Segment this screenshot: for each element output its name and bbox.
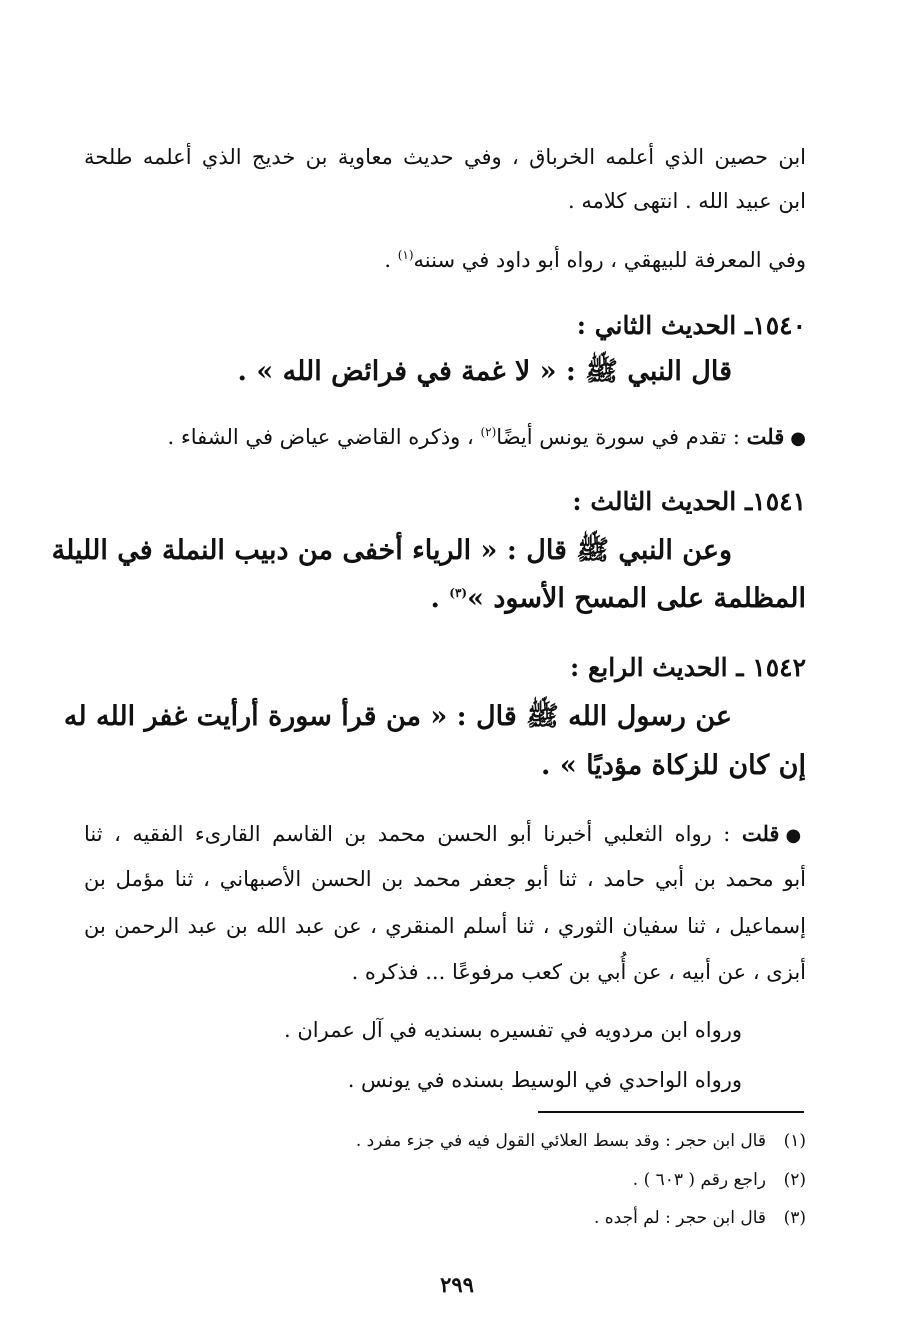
footnote — [356, 1133, 806, 1150]
hadith-text-part: . — [430, 583, 450, 614]
footnote-ref: (٣) — [449, 586, 468, 600]
body-line: أبزى ، عن أبيه ، عن أُبي بن كعب مرفوعًا ... فذكره . — [351, 960, 806, 984]
body-text: وفي المعرفة للبيهقي ، رواه أبو داود في سننه — [413, 248, 806, 272]
body-text: ، وذكره القاضي عياض في الشفاء . — [167, 425, 481, 449]
body-text: : تقدم في سورة يونس أيضًا — [496, 425, 747, 449]
footnote-separator — [538, 1111, 804, 1113]
body-line: إسماعيل ، ثنا سفيان الثوري ، ثنا أسلم المنقري ، عن عبد الله بن عبد الرحمن بن — [84, 914, 806, 938]
footnote-ref: (٢) — [480, 425, 497, 439]
footnote — [633, 1172, 806, 1189]
bullet-icon: ● — [790, 428, 806, 449]
bullet-icon: ● — [785, 825, 806, 846]
footnote-text: قال ابن حجر : لم أجده . — [593, 1208, 766, 1228]
footnote-ref: (١) — [397, 248, 414, 262]
body-line: ورواه ابن مردويه في تفسيره بسنديه في آل عمران . — [284, 1018, 742, 1042]
hadith-text-part: المظلمة على المسح الأسود » — [467, 583, 806, 614]
footnote-number: (١) — [783, 1131, 806, 1151]
hadith-heading: ١٥٤٠ـ الحديث الثاني : — [576, 311, 806, 340]
body-line: أبو محمد بن أبي حامد ، ثنا أبو جعفر محمد بن الحسن الأصبهاني ، ثنا مؤمل بن — [84, 867, 806, 891]
footnote-text: راجع رقم ( ٦٠٣ ) . — [632, 1170, 766, 1190]
footnote-number: (٢) — [783, 1170, 806, 1190]
commentary-label: قلت — [746, 424, 785, 449]
body-line — [384, 249, 806, 271]
body-line: ابن عبيد الله . انتهى كلامه . — [568, 189, 806, 213]
footnote — [594, 1210, 806, 1227]
footnote-text: قال ابن حجر : وقد بسط العلائي القول فيه في جزء مفرد . — [355, 1131, 766, 1151]
commentary-line — [168, 426, 806, 448]
hadith-heading: ١٥٤٢ ـ الحديث الرابع : — [570, 653, 806, 682]
body-text: : رواه الثعلبي أخبرنا أبو الحسن محمد بن القاسم القارىء الفقيه ، ثنا — [84, 822, 742, 846]
body-line: ابن حصين الذي أعلمه الخرباق ، وفي حديث معاوية بن خديج الذي أعلمه طلحة — [84, 145, 806, 169]
hadith-text: قال النبي ﷺ : « لا غمة في فرائض الله » . — [237, 356, 732, 387]
hadith-text: وعن النبي ﷺ قال : « الرياء أخفى من دبيب النملة في الليلة — [51, 535, 732, 566]
footnote-number: (٣) — [783, 1208, 806, 1228]
hadith-heading: ١٥٤١ـ الحديث الثالث : — [572, 487, 806, 516]
commentary-line — [84, 823, 806, 845]
commentary-label: قلت — [741, 821, 780, 846]
hadith-text: إن كان للزكاة مؤديًا » . — [541, 750, 806, 781]
hadith-text — [430, 585, 806, 612]
body-text: . — [384, 248, 398, 272]
hadith-text: عن رسول الله ﷺ قال : « من قرأ سورة أرأيت غفر الله له — [63, 701, 732, 732]
body-line: ورواه الواحدي في الوسيط بسنده في يونس . — [347, 1068, 742, 1092]
page-number: ٢٩٩ — [440, 1272, 474, 1297]
